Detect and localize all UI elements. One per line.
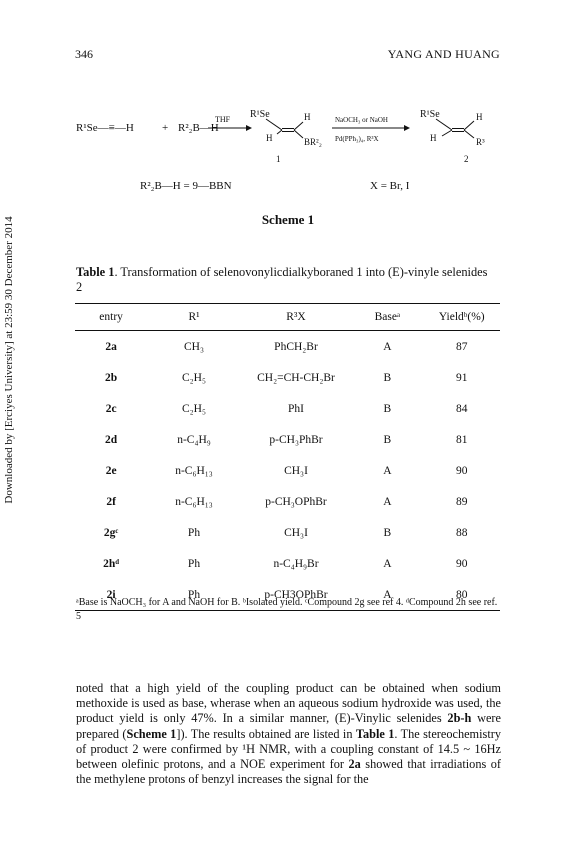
int1-bond-lr: [294, 130, 303, 138]
prod2-h-left: H: [430, 133, 437, 143]
table-cell: n-C₄H₉: [177, 433, 211, 446]
body-text-3: ]). The results obtained are listed in: [176, 726, 356, 741]
table-header-cell: Yieldᵇ(%): [438, 311, 485, 323]
table-cell: 80: [456, 588, 468, 601]
int1-bond-ul: [266, 119, 282, 130]
table-row: [75, 362, 500, 393]
body-ref-table: Table 1: [355, 726, 395, 741]
table-header-cell: R¹: [188, 311, 200, 323]
int1-bond-ur: [294, 122, 303, 130]
table-cell: p-CH₃OPhBr: [265, 495, 327, 508]
table-cell: C₂H₅: [182, 402, 206, 415]
table-cell: p-CH₃PhBr: [269, 433, 323, 446]
body-paragraph: [76, 681, 501, 787]
table-row: [75, 331, 500, 363]
arrow-1-condition: THF: [215, 115, 231, 124]
int1-h-left: H: [266, 133, 273, 143]
table-row: [75, 548, 500, 579]
table-cell: A: [383, 464, 392, 477]
prod2-bond-ur: [464, 121, 474, 130]
body-ref-2a: 2a: [348, 757, 361, 772]
arrow-2-reagent: NaOCH₃ or NaOH: [335, 116, 388, 124]
prod2-bond-lr: [464, 130, 474, 138]
table-row: [75, 455, 500, 486]
int1-bond-ll: [277, 130, 282, 134]
plus-sign: +: [162, 122, 169, 134]
reactant-borane: R²₂B—H: [178, 122, 219, 134]
table-cell: PhCH₂Br: [274, 340, 318, 353]
table-row: [75, 517, 500, 548]
table-caption-label: Table 1: [76, 265, 115, 279]
compound-2-label: 2: [464, 154, 469, 164]
table-cell: Ph: [187, 557, 201, 570]
table-cell: A: [383, 495, 392, 508]
table-cell: A: [383, 557, 392, 570]
table-cell: 2f: [106, 495, 116, 508]
table-cell: CH₃I: [284, 464, 308, 477]
table-cell: B: [383, 433, 392, 446]
int1-r1se: R¹Se: [250, 109, 270, 120]
table-cell: B: [383, 402, 392, 415]
arrow-2-catalyst: Pd(PPh₃)₄, R³X: [335, 135, 379, 143]
table-header-row: [75, 304, 500, 331]
page-number: 346: [75, 47, 93, 61]
table-cell: 88: [456, 526, 468, 539]
body-text-5: showed that irradiations of the methylene protons of benzyl increases the signal for the: [76, 757, 501, 787]
borane-definition: R²₂B—H = 9—BBN: [140, 180, 232, 192]
table-cell: A: [383, 340, 392, 353]
table-cell: n-C₆H₁₃: [175, 495, 213, 508]
table-header-cell: R³X: [286, 311, 306, 323]
table-cell: 2c: [105, 402, 117, 415]
table-row: [75, 393, 500, 424]
table-row: [75, 486, 500, 517]
table-caption-text: . Transformation of selenovonylicdialkyboraned 1 into (E)-vinyle selenides 2: [76, 265, 488, 294]
body-text-1: noted that a high yield of the coupling product can be obtained when sodium methoxide is used as base, wherase when an aqueous sodium hydroxide was used, the product yield is only 47%. In a similar manner, (E)-Vinylic selenides: [76, 681, 501, 726]
table-cell: Ph: [187, 588, 201, 601]
table-cell: Ph: [187, 526, 201, 539]
alkyne-label: —≡—H: [97, 122, 134, 134]
halide-definition: X = Br, I: [370, 180, 410, 192]
table-cell: CH₂=CH-CH₂Br: [257, 371, 335, 384]
download-notice-text: Downloaded by [Erciyes University] at 23:59 30 December 2014: [3, 216, 15, 504]
table-cell: 2d: [105, 433, 118, 446]
arrow-2-head: [404, 125, 410, 131]
scheme-1-diagram: [70, 100, 510, 200]
table-cell: 81: [456, 433, 468, 446]
body-text-4: . The stereochemistry of product 2 were confirmed by ¹H NMR, with a coupling constant of 14.5 ~ 16Hz between olefinic protons, and a NOE experiment for: [76, 726, 501, 772]
download-notice: [2, 110, 16, 610]
table-footnote: ᵃBase is NaOCH₃ for A and NaOH for B. ᵇIsolated yield. ᶜCompound 2g see ref 4. ᵈCompound 2h see ref. 5: [76, 597, 498, 622]
prod2-bond-ul: [436, 119, 452, 130]
reactant-selenoalkyne: [76, 122, 134, 134]
table-cell: 87: [456, 340, 468, 353]
table-cell: 2a: [105, 340, 117, 353]
table-caption: [76, 265, 496, 295]
compound-1-label: 1: [276, 154, 281, 164]
scheme-title: Scheme 1: [261, 212, 315, 227]
table-cell: B: [383, 371, 392, 384]
body-ref-2b-h: 2b-h: [447, 711, 472, 726]
table-cell: C₂H₅: [182, 371, 206, 384]
table-cell: 91: [456, 371, 468, 384]
table-row: [75, 424, 500, 455]
table-cell: 84: [456, 402, 468, 415]
int1-br2: BR²₂: [304, 137, 322, 147]
table-header-cell: Baseᵃ: [374, 311, 401, 323]
table-cell: 89: [456, 495, 468, 508]
table-cell: 2e: [105, 464, 117, 477]
table-cell: 2hᵈ: [103, 557, 120, 570]
table-cell: 2i: [106, 588, 116, 601]
table-body: [75, 331, 500, 611]
results-table: [75, 303, 500, 611]
table-cell: B: [383, 526, 392, 539]
table-cell: CH₃: [184, 340, 204, 353]
r1se-label: R¹Se: [76, 122, 98, 134]
table-cell: n-C₆H₁₃: [175, 464, 213, 477]
table-header-cell: entry: [99, 311, 123, 323]
body-ref-scheme: Scheme 1: [126, 726, 177, 741]
table-cell: 90: [456, 557, 468, 570]
table-cell: p-CH3OPhBr: [264, 588, 328, 601]
table-cell: 2gᶜ: [103, 526, 119, 539]
running-head: YANG AND HUANG: [387, 47, 500, 61]
table-cell: A: [383, 588, 392, 601]
prod2-h-right: H: [476, 112, 483, 122]
body-text-2: were prepared (: [76, 711, 501, 741]
arrow-1-head: [246, 125, 252, 131]
table-cell: PhI: [288, 402, 304, 415]
prod2-r1se: R¹Se: [420, 109, 440, 120]
prod2-bond-ll: [442, 130, 452, 136]
table-cell: n-C₄H₉Br: [273, 557, 319, 570]
table-cell: 90: [456, 464, 468, 477]
table-cell: 2b: [105, 371, 118, 384]
prod2-r3: R³: [476, 137, 485, 147]
int1-h-right: H: [304, 112, 311, 122]
table-cell: CH₃I: [284, 526, 308, 539]
